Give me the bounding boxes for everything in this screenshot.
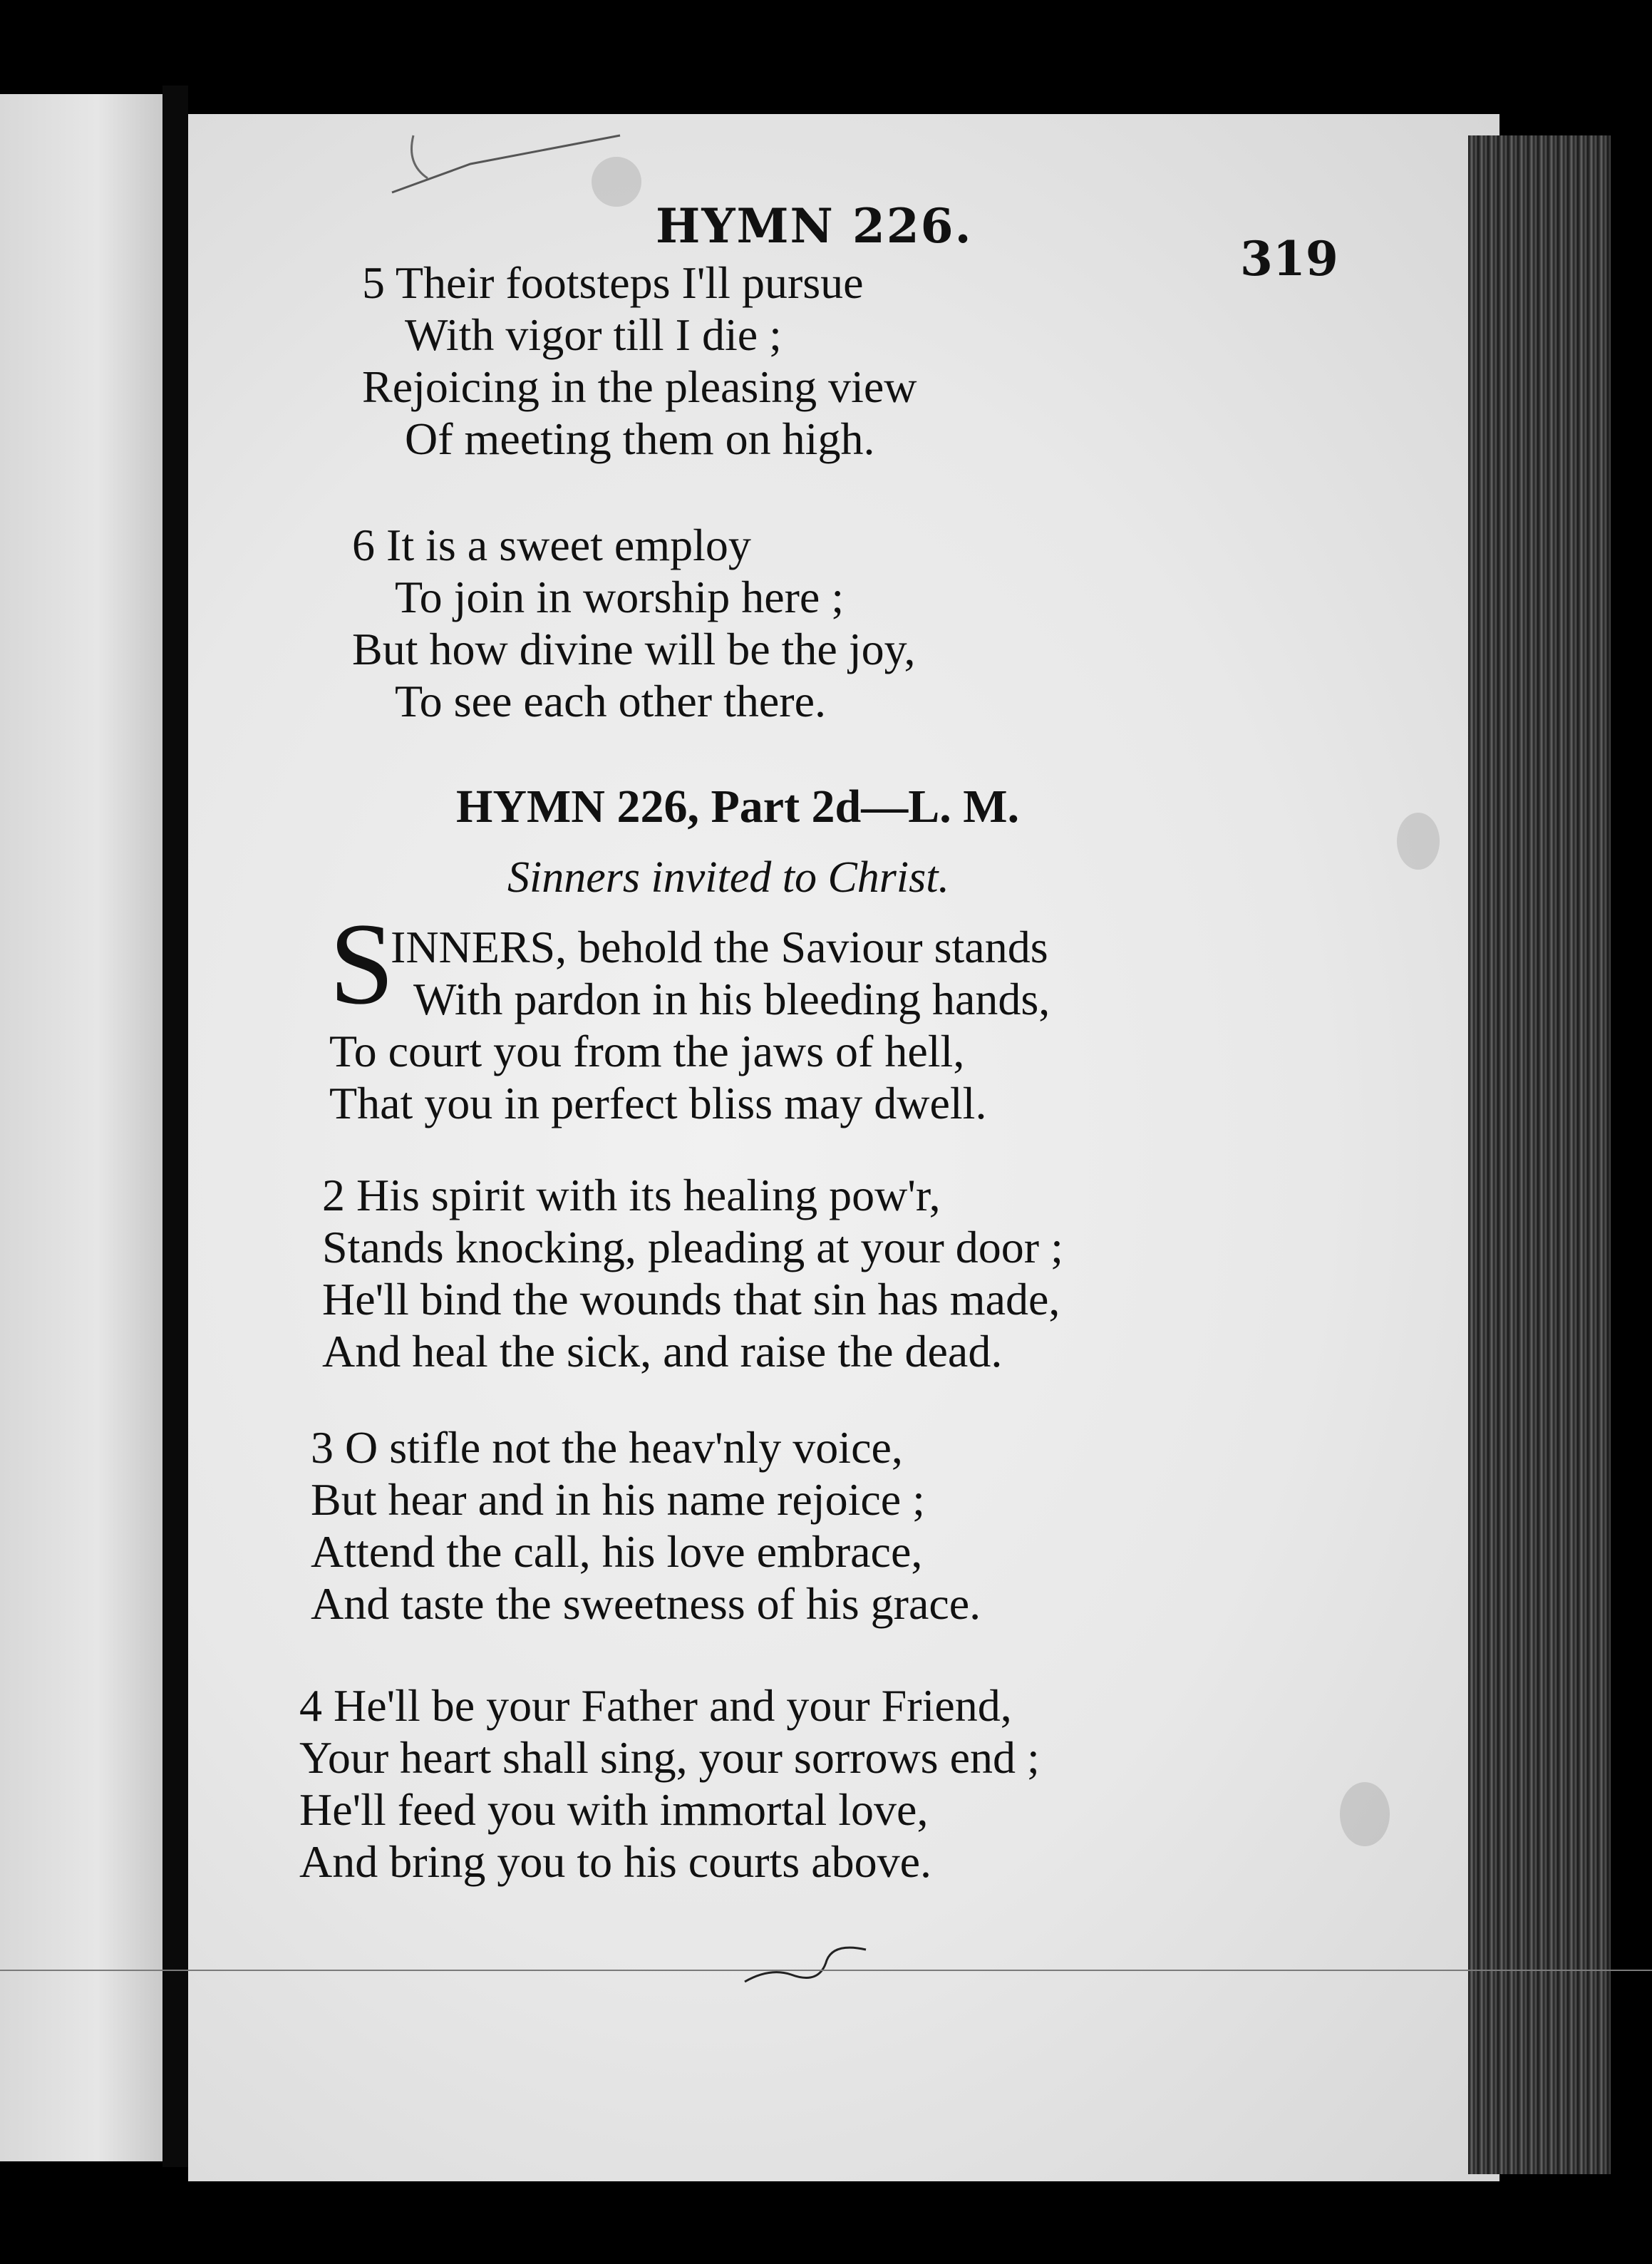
hymn-subtitle: Sinners invited to Christ. [507, 853, 949, 902]
pencil-mark [385, 121, 627, 207]
verse-line: His spirit with its healing pow'r, [356, 1170, 941, 1220]
verse-line: But hear and in his name rejoice ; [311, 1474, 925, 1525]
verse-line: To see each other there. [395, 676, 826, 726]
page-number: 319 [1240, 231, 1338, 287]
stanza-5 [362, 257, 917, 465]
verse-line: With pardon in his bleeding hands, [413, 974, 1050, 1024]
verse-line: O stifle not the heav'nly voice, [345, 1422, 903, 1473]
verse-line: He'll bind the wounds that sin has made, [322, 1274, 1060, 1324]
stanza-1-continued [329, 1025, 986, 1129]
stanza-number: 2 [322, 1170, 345, 1220]
drop-cap: S [329, 900, 395, 1029]
paper-stain [1397, 813, 1440, 870]
verse-line: That you in perfect bliss may dwell. [329, 1078, 987, 1128]
verse-line: But how divine will be the joy, [352, 624, 916, 674]
verse-line: It is a sweet employ [386, 520, 751, 570]
stanza-2 [322, 1169, 1063, 1377]
verse-line: And taste the sweetness of his grace. [311, 1578, 981, 1629]
facing-page-edge [0, 94, 162, 2161]
verse-line: Stands knocking, pleading at your door ; [322, 1222, 1063, 1272]
verse-line: Your heart shall sing, your sorrows end ; [299, 1732, 1040, 1783]
hymn-heading: HYMN 226, Part 2d—L. M. [456, 781, 1020, 833]
verse-line: Their footsteps I'll pursue [395, 257, 864, 308]
stanza-6 [352, 519, 915, 727]
verse-line: To court you from the jaws of hell, [329, 1026, 965, 1076]
verse-line: INNERS, behold the Saviour stands [391, 922, 1048, 972]
stanza-1 [391, 921, 1050, 1025]
verse-line: To join in worship here ; [395, 572, 845, 622]
verse-line: He'll feed you with immortal love, [299, 1784, 929, 1835]
paper-stain [1340, 1782, 1390, 1846]
scan-rule-line [0, 1970, 1652, 1971]
verse-line: And heal the sick, and raise the dead. [322, 1326, 1003, 1377]
verse-line: With vigor till I die ; [405, 309, 782, 360]
stanza-number: 5 [362, 257, 385, 308]
running-head: HYMN 226. [656, 198, 973, 254]
stanza-4 [299, 1679, 1040, 1888]
verse-line: He'll be your Father and your Friend, [334, 1680, 1012, 1731]
verse-line: And bring you to his courts above. [299, 1836, 931, 1887]
stanza-number: 6 [352, 520, 375, 570]
verse-line: Rejoicing in the pleasing view [362, 361, 917, 412]
verse-line: Attend the call, his love embrace, [311, 1526, 923, 1577]
stanza-3 [311, 1421, 981, 1630]
stanza-number: 4 [299, 1680, 322, 1731]
page-fore-edge [1468, 135, 1611, 2174]
verse-line: Of meeting them on high. [405, 413, 875, 464]
ink-flourish [741, 1939, 869, 1989]
book-gutter [162, 86, 188, 2167]
stanza-number: 3 [311, 1422, 334, 1473]
